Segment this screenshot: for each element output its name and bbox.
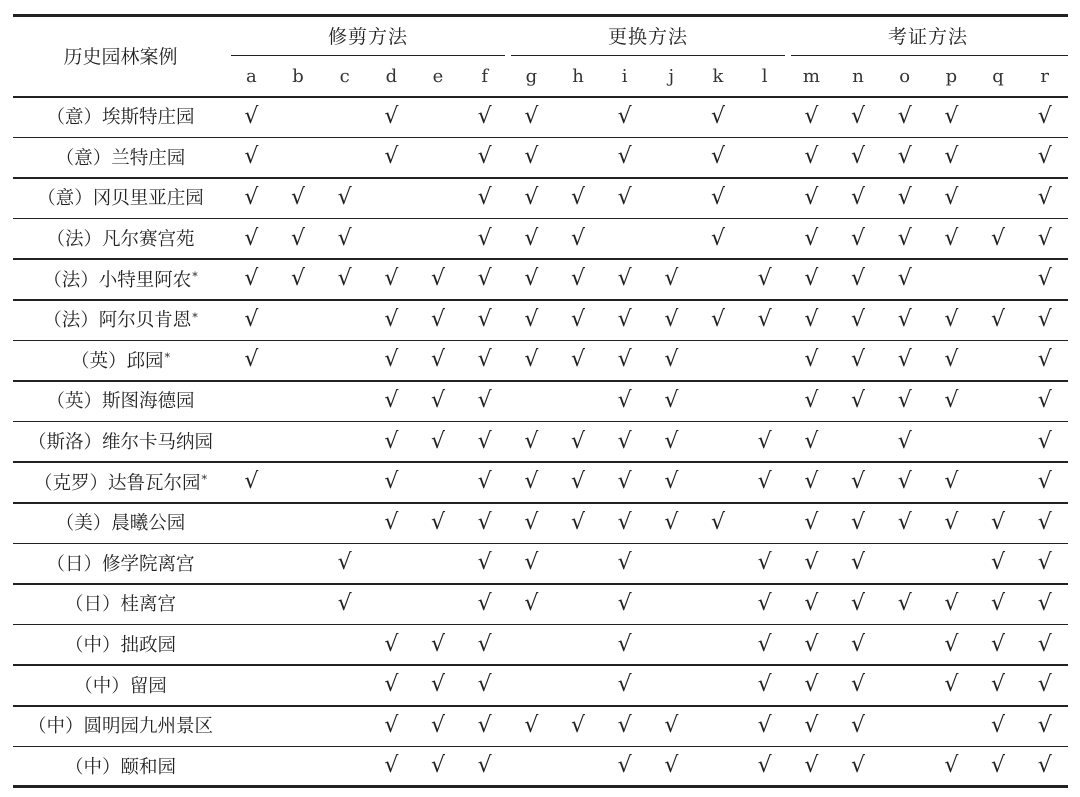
check-mark: √ xyxy=(897,144,912,170)
column-header-k: k xyxy=(712,65,724,87)
check-mark: √ xyxy=(804,144,819,170)
garden-name: （意）兰特庄园 xyxy=(55,147,186,169)
check-mark: √ xyxy=(664,306,679,332)
check-mark: √ xyxy=(1037,631,1052,657)
check-mark: √ xyxy=(851,469,866,495)
column-header-o: o xyxy=(899,65,911,87)
check-mark: √ xyxy=(711,509,726,535)
column-header-n: n xyxy=(852,65,864,87)
check-mark: √ xyxy=(897,266,912,292)
row-label xyxy=(13,583,228,624)
check-mark: √ xyxy=(944,631,959,657)
check-mark: √ xyxy=(1037,387,1052,413)
check-mark: √ xyxy=(477,469,492,495)
check-mark: √ xyxy=(430,387,446,413)
star-marker: * xyxy=(164,351,170,365)
check-mark: √ xyxy=(477,387,492,413)
garden-name: （中）圆明园九州景区 xyxy=(27,716,213,738)
check-mark: √ xyxy=(477,103,492,129)
check-mark: √ xyxy=(757,266,772,292)
check-mark: √ xyxy=(711,225,726,251)
garden-name: （法）小特里阿农 xyxy=(43,269,192,291)
garden-name: （意）埃斯特庄园 xyxy=(46,107,195,129)
check-mark: √ xyxy=(244,184,259,210)
check-mark: √ xyxy=(944,103,959,129)
garden-name: （日）桂离宫 xyxy=(64,594,176,616)
garden-name: （日）修学院离宫 xyxy=(46,553,195,575)
column-header-m: m xyxy=(802,65,820,87)
check-mark: √ xyxy=(571,712,586,738)
check-mark: √ xyxy=(804,266,819,292)
check-mark: √ xyxy=(897,428,912,454)
check-mark: √ xyxy=(1037,306,1052,332)
check-mark: √ xyxy=(617,753,632,779)
check-mark: √ xyxy=(757,550,772,576)
column-header-r: r xyxy=(1040,65,1049,87)
check-mark: √ xyxy=(477,225,492,251)
check-mark: √ xyxy=(664,753,679,779)
top-rule xyxy=(13,14,1068,17)
check-mark: √ xyxy=(991,753,1006,779)
check-mark: √ xyxy=(944,590,959,616)
check-mark: √ xyxy=(1037,509,1052,535)
check-mark: √ xyxy=(851,184,866,210)
garden-name: （克罗）达鲁瓦尔园 xyxy=(33,472,201,494)
garden-name: （英）斯图海德园 xyxy=(46,391,195,413)
check-mark: √ xyxy=(617,590,632,616)
check-mark: √ xyxy=(384,428,399,454)
check-mark: √ xyxy=(430,266,446,292)
garden-name: （中）颐和园 xyxy=(64,756,176,778)
check-mark: √ xyxy=(944,347,959,373)
check-mark: √ xyxy=(384,672,399,698)
column-header-j: j xyxy=(668,65,675,87)
check-mark: √ xyxy=(477,550,492,576)
check-mark: √ xyxy=(617,347,632,373)
check-mark: √ xyxy=(804,712,819,738)
star-marker: * xyxy=(192,270,198,284)
check-mark: √ xyxy=(571,266,586,292)
check-mark: √ xyxy=(897,590,912,616)
check-mark: √ xyxy=(804,550,819,576)
check-mark: √ xyxy=(1037,347,1052,373)
check-mark: √ xyxy=(991,225,1006,251)
check-mark: √ xyxy=(804,631,819,657)
check-mark: √ xyxy=(851,631,866,657)
column-header-f: f xyxy=(481,65,488,87)
check-mark: √ xyxy=(991,509,1006,535)
check-mark: √ xyxy=(851,509,866,535)
garden-name: （意）冈贝里亚庄园 xyxy=(37,188,204,210)
star-marker: * xyxy=(201,473,207,487)
check-mark: √ xyxy=(384,144,399,170)
column-header-p: p xyxy=(945,65,958,87)
check-mark: √ xyxy=(430,753,446,779)
check-mark: √ xyxy=(477,672,492,698)
check-mark: √ xyxy=(711,144,726,170)
check-mark: √ xyxy=(804,428,819,454)
check-mark: √ xyxy=(290,184,305,210)
check-mark: √ xyxy=(804,225,819,251)
check-mark: √ xyxy=(384,631,399,657)
check-mark: √ xyxy=(664,469,679,495)
check-mark: √ xyxy=(804,184,819,210)
check-mark: √ xyxy=(430,347,446,373)
check-mark: √ xyxy=(851,266,866,292)
check-mark: √ xyxy=(290,266,305,292)
check-mark: √ xyxy=(664,509,679,535)
check-mark: √ xyxy=(617,712,632,738)
garden-name: （中）留园 xyxy=(74,675,167,697)
check-mark: √ xyxy=(617,672,632,698)
check-mark: √ xyxy=(944,184,959,210)
check-mark: √ xyxy=(524,469,539,495)
check-mark: √ xyxy=(1037,753,1052,779)
check-mark: √ xyxy=(430,631,446,657)
column-header-b: b xyxy=(292,65,304,87)
check-mark: √ xyxy=(244,266,259,292)
check-mark: √ xyxy=(571,428,586,454)
star-marker: * xyxy=(192,310,198,324)
check-mark: √ xyxy=(477,428,492,454)
check-mark: √ xyxy=(244,306,259,332)
check-mark: √ xyxy=(991,631,1006,657)
check-mark: √ xyxy=(477,184,492,210)
check-mark: √ xyxy=(477,753,492,779)
check-mark: √ xyxy=(897,347,912,373)
column-header-h: h xyxy=(572,65,584,87)
column-header-i: i xyxy=(621,65,628,87)
row-label xyxy=(13,299,228,340)
check-mark: √ xyxy=(757,712,772,738)
corner-header: 历史园林案例 xyxy=(63,45,178,68)
row-label xyxy=(13,258,228,299)
check-mark: √ xyxy=(804,753,819,779)
check-mark: √ xyxy=(944,144,959,170)
check-mark: √ xyxy=(384,712,399,738)
check-mark: √ xyxy=(524,266,539,292)
garden-name: （英）邱园 xyxy=(70,350,164,372)
check-mark: √ xyxy=(804,347,819,373)
check-mark: √ xyxy=(337,184,352,210)
check-mark: √ xyxy=(851,387,866,413)
check-mark: √ xyxy=(524,225,539,251)
row-label xyxy=(13,96,228,137)
check-mark: √ xyxy=(897,387,912,413)
check-mark: √ xyxy=(944,469,959,495)
check-mark: √ xyxy=(384,266,399,292)
check-mark: √ xyxy=(711,103,726,129)
check-mark: √ xyxy=(1037,184,1052,210)
row-label xyxy=(13,502,228,543)
row-label xyxy=(13,664,228,705)
check-mark: √ xyxy=(991,550,1006,576)
check-mark: √ xyxy=(991,590,1006,616)
check-mark: √ xyxy=(477,631,492,657)
column-header-q: q xyxy=(992,65,1004,87)
check-mark: √ xyxy=(991,672,1006,698)
column-header-e: e xyxy=(432,65,444,87)
row-label xyxy=(13,705,228,746)
check-mark: √ xyxy=(617,631,632,657)
check-mark: √ xyxy=(617,306,632,332)
check-mark: √ xyxy=(617,184,632,210)
check-mark: √ xyxy=(384,347,399,373)
row-label xyxy=(13,543,228,584)
check-mark: √ xyxy=(851,306,866,332)
check-mark: √ xyxy=(664,712,679,738)
check-mark: √ xyxy=(477,347,492,373)
check-mark: √ xyxy=(384,509,399,535)
check-mark: √ xyxy=(851,590,866,616)
row-label xyxy=(13,461,228,502)
garden-name: （法）凡尔赛宫苑 xyxy=(46,229,195,251)
check-mark: √ xyxy=(384,306,399,332)
check-mark: √ xyxy=(1037,266,1052,292)
check-mark: √ xyxy=(804,469,819,495)
check-mark: √ xyxy=(384,753,399,779)
group-header-verification: 考证方法 xyxy=(887,25,968,48)
check-mark: √ xyxy=(757,428,772,454)
check-mark: √ xyxy=(1037,712,1052,738)
check-mark: √ xyxy=(617,428,632,454)
group-header-replacement: 更换方法 xyxy=(607,25,688,48)
check-mark: √ xyxy=(851,225,866,251)
check-mark: √ xyxy=(477,144,492,170)
check-mark: √ xyxy=(617,266,632,292)
check-mark: √ xyxy=(1037,428,1052,454)
check-mark: √ xyxy=(477,266,492,292)
check-mark: √ xyxy=(571,509,586,535)
check-mark: √ xyxy=(524,103,539,129)
check-mark: √ xyxy=(290,225,305,251)
check-mark: √ xyxy=(944,225,959,251)
check-mark: √ xyxy=(1037,590,1052,616)
check-mark: √ xyxy=(384,103,399,129)
check-mark: √ xyxy=(897,184,912,210)
check-mark: √ xyxy=(804,306,819,332)
check-mark: √ xyxy=(337,550,352,576)
check-mark: √ xyxy=(851,550,866,576)
check-mark: √ xyxy=(617,469,632,495)
group-header-pruning: 修剪方法 xyxy=(327,25,408,48)
check-mark: √ xyxy=(804,509,819,535)
check-mark: √ xyxy=(337,266,352,292)
check-mark: √ xyxy=(244,347,259,373)
check-mark: √ xyxy=(664,266,679,292)
check-mark: √ xyxy=(244,469,259,495)
check-mark: √ xyxy=(757,672,772,698)
row-label xyxy=(13,380,228,421)
check-mark: √ xyxy=(664,428,679,454)
check-mark: √ xyxy=(244,144,259,170)
check-mark: √ xyxy=(757,753,772,779)
check-mark: √ xyxy=(524,144,539,170)
check-mark: √ xyxy=(711,306,726,332)
check-mark: √ xyxy=(851,672,866,698)
check-mark: √ xyxy=(711,184,726,210)
check-mark: √ xyxy=(244,103,259,129)
check-mark: √ xyxy=(571,469,586,495)
check-mark: √ xyxy=(944,387,959,413)
row-label xyxy=(13,340,228,381)
check-mark: √ xyxy=(804,590,819,616)
check-mark: √ xyxy=(944,306,959,332)
check-mark: √ xyxy=(991,306,1006,332)
check-mark: √ xyxy=(897,469,912,495)
check-mark: √ xyxy=(944,672,959,698)
check-mark: √ xyxy=(804,103,819,129)
check-mark: √ xyxy=(524,428,539,454)
row-label xyxy=(13,177,228,218)
column-header-c: c xyxy=(339,65,350,87)
check-mark: √ xyxy=(1037,225,1052,251)
check-mark: √ xyxy=(524,590,539,616)
check-mark: √ xyxy=(617,387,632,413)
row-label xyxy=(13,746,228,787)
check-mark: √ xyxy=(617,550,632,576)
check-mark: √ xyxy=(851,103,866,129)
check-mark: √ xyxy=(617,509,632,535)
check-mark: √ xyxy=(664,387,679,413)
check-mark: √ xyxy=(804,387,819,413)
check-mark: √ xyxy=(384,387,399,413)
check-mark: √ xyxy=(524,712,539,738)
check-mark: √ xyxy=(524,306,539,332)
check-mark: √ xyxy=(897,103,912,129)
row-label xyxy=(13,137,228,178)
row-label xyxy=(13,218,228,259)
check-mark: √ xyxy=(524,550,539,576)
check-mark: √ xyxy=(571,225,586,251)
check-mark: √ xyxy=(757,306,772,332)
check-mark: √ xyxy=(757,469,772,495)
check-mark: √ xyxy=(524,347,539,373)
check-mark: √ xyxy=(244,225,259,251)
check-mark: √ xyxy=(430,509,446,535)
garden-name: （中）拙政园 xyxy=(64,635,176,657)
check-mark: √ xyxy=(430,712,446,738)
check-mark: √ xyxy=(851,144,866,170)
check-mark: √ xyxy=(757,590,772,616)
check-mark: √ xyxy=(897,509,912,535)
check-mark: √ xyxy=(430,672,446,698)
check-mark: √ xyxy=(944,753,959,779)
garden-name: （美）晨曦公园 xyxy=(55,513,186,535)
column-header-a: a xyxy=(245,65,257,87)
column-header-g: g xyxy=(525,65,538,87)
garden-name: （法）阿尔贝肯恩 xyxy=(43,310,192,332)
check-mark: √ xyxy=(851,712,866,738)
check-mark: √ xyxy=(804,672,819,698)
check-mark: √ xyxy=(430,306,446,332)
check-mark: √ xyxy=(664,347,679,373)
check-mark: √ xyxy=(1037,672,1052,698)
check-mark: √ xyxy=(571,347,586,373)
check-mark: √ xyxy=(617,103,632,129)
check-mark: √ xyxy=(851,347,866,373)
check-mark: √ xyxy=(944,509,959,535)
check-mark: √ xyxy=(477,509,492,535)
check-mark: √ xyxy=(477,306,492,332)
check-mark: √ xyxy=(430,428,446,454)
row-label xyxy=(13,624,228,665)
check-mark: √ xyxy=(757,631,772,657)
check-mark: √ xyxy=(384,469,399,495)
check-mark: √ xyxy=(1037,469,1052,495)
check-mark: √ xyxy=(337,590,352,616)
check-mark: √ xyxy=(477,712,492,738)
check-mark: √ xyxy=(571,306,586,332)
check-mark: √ xyxy=(991,712,1006,738)
check-mark: √ xyxy=(897,225,912,251)
check-mark: √ xyxy=(851,753,866,779)
check-mark: √ xyxy=(1037,550,1052,576)
check-mark: √ xyxy=(524,184,539,210)
check-mark: √ xyxy=(337,225,352,251)
check-mark: √ xyxy=(524,509,539,535)
check-mark: √ xyxy=(1037,144,1052,170)
row-label xyxy=(13,421,228,462)
garden-name: （斯洛）维尔卡马纳园 xyxy=(27,432,213,454)
check-mark: √ xyxy=(617,144,632,170)
column-header-l: l xyxy=(761,65,768,87)
check-mark: √ xyxy=(571,184,586,210)
check-mark: √ xyxy=(897,306,912,332)
column-header-d: d xyxy=(385,65,398,87)
check-mark: √ xyxy=(1037,103,1052,129)
check-mark: √ xyxy=(477,590,492,616)
